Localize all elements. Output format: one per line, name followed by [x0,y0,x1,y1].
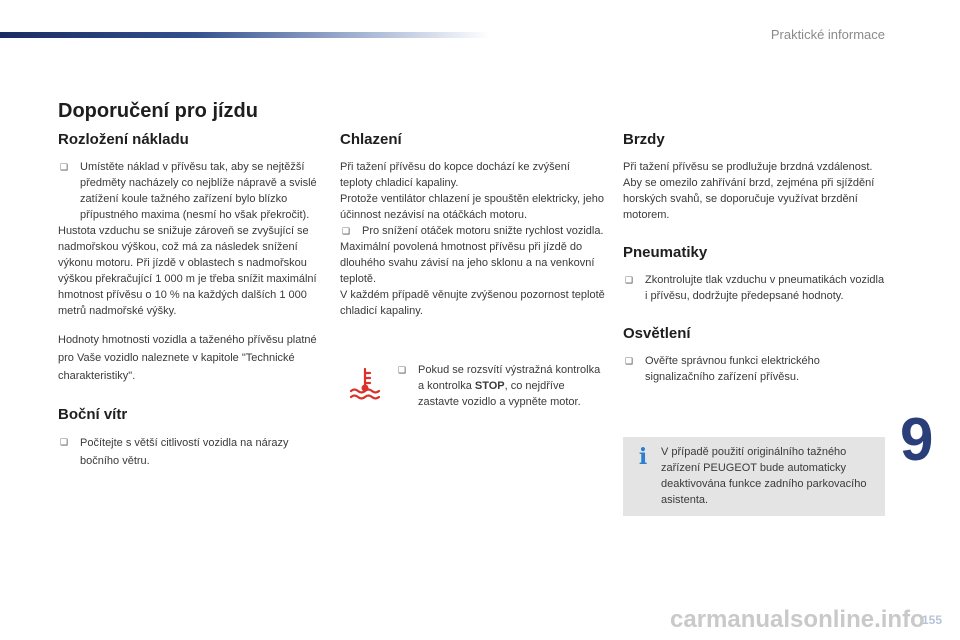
cooling-text-3: Maximální povolená hmotnost přívěsu při jízdě do dlouhého svahu závisí na jeho sklonu a na venkovní teplotě. [340,241,595,285]
column-right [623,130,885,385]
bullet-marker-icon: ❑ [398,365,407,375]
loading-bullet-text: Umístěte náklad v přívěsu tak, aby se nejtěžší předměty nacházely co nejblíže nápravě a svislé zatížení koule tažného zařízení bylo blízko přípustného maxima (nesmí ho však překročit). [80,161,317,221]
warning-text [396,362,606,410]
tyres-bullet-text: Zkontrolujte tlak vzduchu v pneumatikách vozidla i přívěsu, dodržujte předepsané hodnoty. [645,274,885,302]
bullet-marker-icon: ❑ [342,226,351,236]
cooling-text-1: Při tažení přívěsu do kopce dochází ke zvýšení teploty chladicí kapaliny. [340,161,570,189]
stop-label: STOP [474,380,505,392]
section-title-lighting: Osvětlení [623,325,691,342]
bullet-marker-icon: ❑ [625,275,634,285]
section-title-brakes: Brzdy [623,131,665,148]
cooling-bullet-text: Pro snížení otáček motoru snižte rychlost vozidla. [362,225,604,237]
bullet-item [340,223,605,239]
bullet-marker-icon: ❑ [60,162,69,172]
bullet-marker-icon: ❑ [60,437,69,447]
warning-text-start: Pokud se rozsvítí výstražná kontrolka a kontrolka [418,364,601,392]
cooling-text-2: Protože ventilátor chlazení je spouštěn elektricky, jeho účinnost nezávisí na otáčkách motoru. [340,193,604,221]
section-title-crosswind: Boční vítr [58,406,128,423]
lighting-bullet-text: Ověřte správnou funkci elektrického signalizačního zařízení přívěsu. [645,355,820,383]
section-title-cooling: Chlazení [340,131,402,148]
warning-note [340,362,610,442]
brakes-text-1: Při tažení přívěsu se prodlužuje brzdná vzdálenost. [623,161,873,173]
coolant-temperature-icon [348,366,382,402]
loading-altitude-text: Hustota vzduchu se snižuje zároveň se zvyšující se nadmořskou výškou, což má za následek snížení výkonu motoru. Při jízdě v oblastech s nadmořskou výškou překračující 1 000 m je třeba snížit maximální hmotnost přívěsu o 10 % na každých dalších 1 000 metrů nadmořské výšky. [58,225,317,317]
brakes-text-2: Aby se omezilo zahřívání brzd, zejména při sjíždění horských svahů, se doporučuje využívat brzdění motorem. [623,177,875,221]
bullet-item [623,272,885,304]
section-title-tyres: Pneumatiky [623,244,708,261]
watermark: carmanualsonline.info [670,606,925,633]
bullet-marker-icon: ❑ [625,356,634,366]
column-middle [340,130,605,319]
info-icon: i [638,444,648,470]
header-accent-bar [0,32,490,38]
warning-text-end: , co nejdříve zastavte vozidlo a vypněte motor. [418,380,581,408]
column-left [58,130,323,470]
cooling-text-4: V každém případě věnujte zvýšenou pozornost teplotě chladicí kapaliny. [340,289,605,317]
section-header-title: Praktické informace [770,27,885,42]
chapter-number: 9 [900,406,934,473]
bullet-item [58,434,323,470]
section-title-loading: Rozložení nákladu [58,131,189,148]
loading-weights-text: Hodnoty hmotnosti vozidla a taženého přívěsu platné pro Vaše vozidlo naleznete v kapitole "Technické charakteristiky". [58,334,317,382]
crosswind-bullet-text: Počítejte s větší citlivostí vozidla na nárazy bočního větru. [80,437,289,467]
bullet-item [396,362,606,410]
info-note [623,437,885,516]
info-text: V případě použití originálního tažného zařízení PEUGEOT bude automaticky deaktivována funkce zadního parkovacího asistenta. [661,446,867,506]
page-title: Doporučení pro jízdu [58,100,258,122]
page-number: 155 [921,613,942,627]
bullet-item [623,353,885,385]
bullet-item [58,159,323,223]
